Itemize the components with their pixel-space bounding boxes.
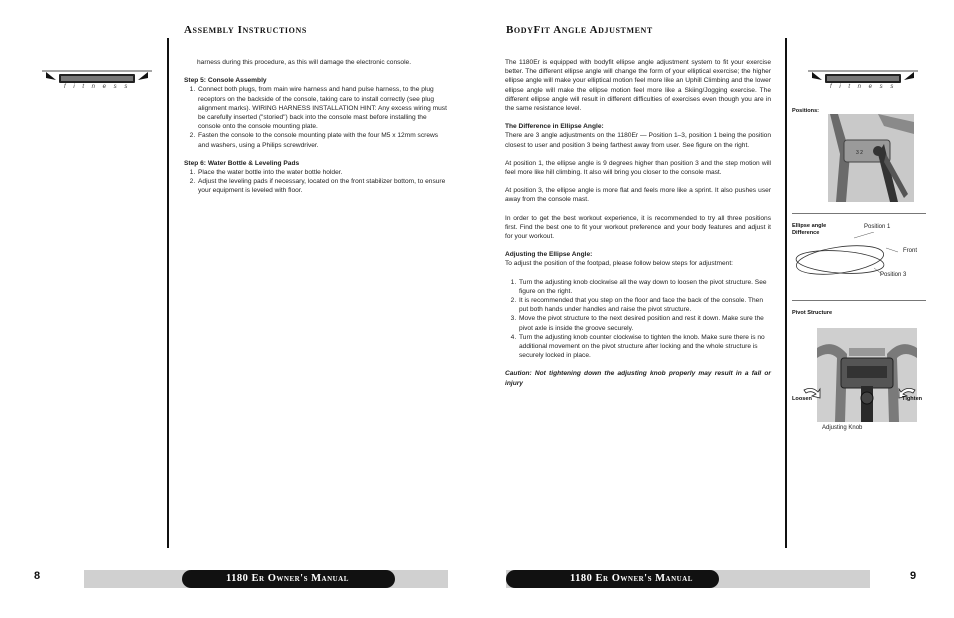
step6-item: 2. Adjust the leveling pads if necessary, located on the front stabilizer bottom, to ensure your equipment is leveled with floor. (197, 177, 448, 195)
left-page-number: 8 (34, 570, 41, 582)
right-page-number: 9 (910, 570, 917, 582)
difference-p3: At position 3, the ellipse angle is more flat and feels more like a sprint. It also pushes user away from the console mast. (505, 187, 771, 204)
right-page-body (505, 58, 771, 388)
right-vertical-rule (785, 38, 787, 548)
step5-item: 1. Connect both plugs, from main wire harness and hand pulse harness, to the plug receptors on the backside of the console, taking care to install correctly (see plug alignment marks). WIRING HARNESS INSTALLATION HINT: Any excess wiring must be carefully inserted ("storied") back into the console mast before installing the console onto the console mounting plate. (197, 85, 448, 131)
pivot-structure-label: Pivot Structure (792, 310, 833, 316)
difference-p1: There are 3 angle adjustments on the 1180Er — Position 1–3, position 1 being the position closest to user and position 3 being farthest away from user. See figure on the right. (505, 132, 771, 149)
figure-divider (792, 300, 926, 301)
step5-title: Step 5: Console Assembly (184, 77, 267, 85)
adjusting-item: 3. Move the pivot structure to the next desired position and rest it down. Make sure the pivot axle is inside the groove securely. (518, 314, 771, 332)
difference-p2: At position 1, the ellipse angle is 9 degrees higher than position 3 and the step motion will feel more like hill climbing. It also will bring you closer to the console mast. (505, 159, 771, 177)
step5-list (184, 85, 448, 149)
caution-note: Caution: Not tightening down the adjusting knob properly may result in a fall or injury (505, 370, 771, 387)
left-vertical-rule (167, 38, 169, 548)
position3-label: Position 3 (880, 272, 907, 278)
step6-title: Step 6: Water Bottle & Leveling Pads (184, 159, 300, 167)
difference-title: The Difference in Ellipse Angle: (505, 123, 604, 131)
brand-logo (808, 68, 918, 94)
right-footer-title: 1180 Er Owner's Manual (506, 570, 719, 588)
right-page-heading: BodyFit Angle Adjustment (506, 24, 653, 36)
step5-item: 2. Fasten the console to the console mounting plate with the four M5 x 12mm screws and washers, using a Philips screwdriver. (197, 131, 448, 149)
position1-label: Position 1 (864, 224, 891, 230)
positions-label: Positions: (792, 108, 820, 114)
adjusting-knob-label: Adjusting Knob (822, 425, 863, 431)
step6-list (184, 168, 448, 196)
tighten-label: Tighten (902, 396, 923, 402)
adjusting-item: 2. It is recommended that you step on the floor and face the back of the console. Then put both hands under handles and raise the pivot structure. (518, 296, 771, 314)
svg-text:3 2: 3 2 (856, 150, 863, 156)
adjusting-title: Adjusting the Ellipse Angle: (505, 251, 593, 259)
left-page-body (184, 58, 448, 196)
left-page-heading: Assembly Instructions (184, 24, 307, 36)
logo-subtext: f i t n e s s (830, 84, 897, 90)
logo-graphic (808, 68, 918, 94)
right-intro: The 1180Er is equipped with bodyfit ellipse angle adjustment system to fit your exercise better. The different ellipse angle will change the form of your elliptical exercise; the higher ellipse angle will make your elliptical motion feel more like an Uphill Climbing and the lower ellipse angle will make the ellipse motion feel more like a Skiing/Jogging exercise. The different ellipse angle will result in different difficulties of exercises even though you are in the same resistance level. (505, 59, 771, 113)
brand-logo (42, 68, 152, 94)
ellipse-angle-label: Ellipse angle Difference (792, 223, 827, 236)
difference-p4: In order to get the best workout experience, it is recommended to try all three positions first. Find the best one to fit your workout preference and your body features and adjust it for your workout. (505, 214, 771, 241)
ellipse-diagram (794, 232, 924, 292)
left-intro: harness during this procedure, as this will damage the electronic console. (197, 59, 412, 66)
front-label: Front (903, 248, 918, 254)
adjusting-list (505, 278, 771, 361)
adjusting-item: 4. Turn the adjusting knob counter clockwise to tighten the knob. Make sure there is no additional movement on the pivot structure after locking and the whole structure is securely locked in place. (518, 333, 771, 361)
adjusting-item: 1. Turn the adjusting knob clockwise all the way down to loosen the pivot structure. See figure on the right. (518, 278, 771, 296)
loosen-label: Loosen (792, 396, 812, 402)
figure-divider (792, 213, 926, 214)
adjusting-intro: To adjust the position of the footpad, please follow below steps for adjustment: (505, 260, 733, 268)
logo-subtext: f i t n e s s (64, 84, 131, 90)
pivot-photo (817, 328, 917, 422)
step6-item: 1. Place the water bottle into the water bottle holder. (197, 168, 448, 177)
logo-graphic (42, 68, 152, 94)
positions-photo (828, 114, 914, 202)
left-footer-title: 1180 Er Owner's Manual (182, 570, 395, 588)
